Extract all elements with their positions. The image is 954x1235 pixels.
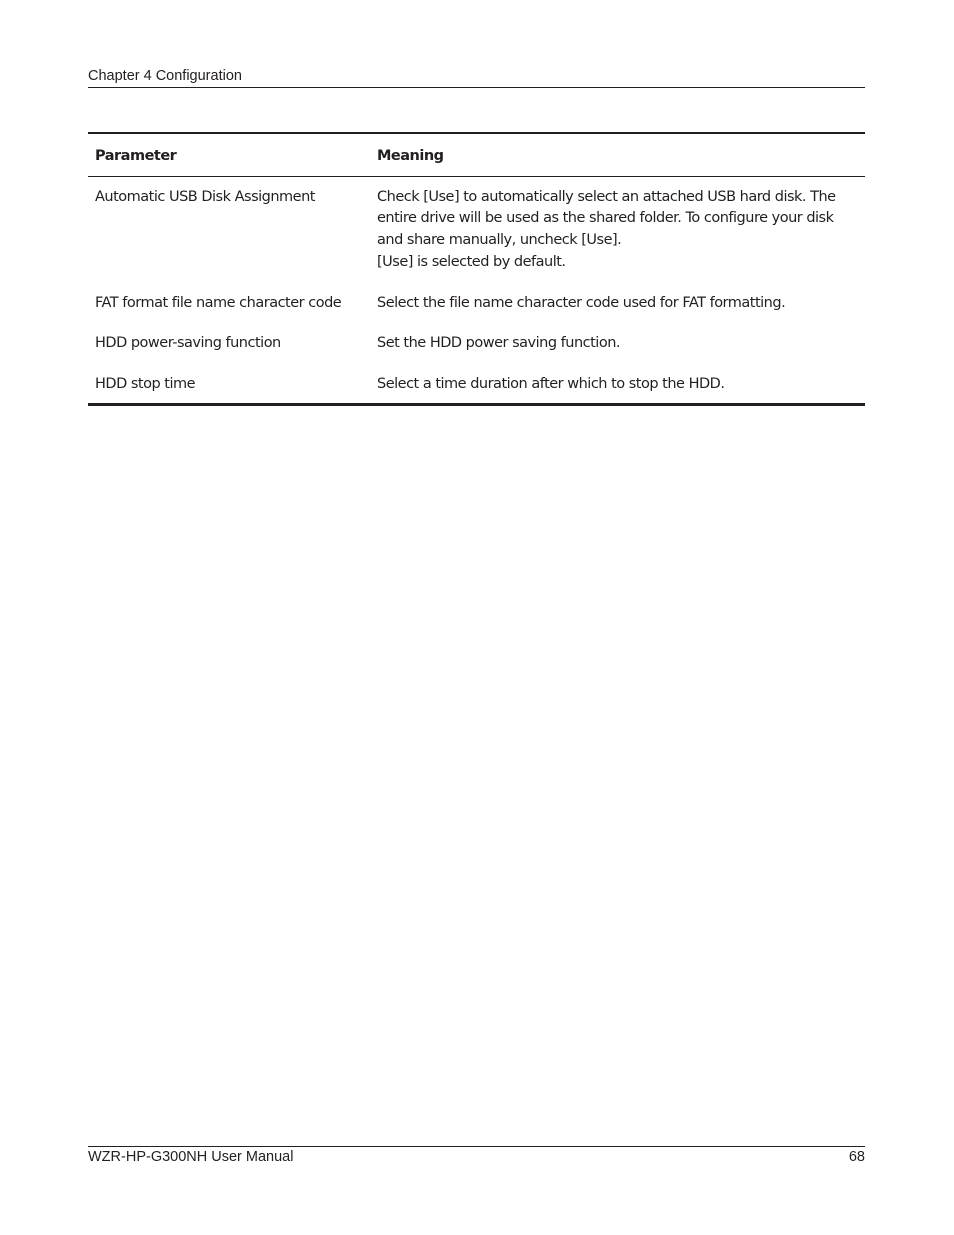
meaning-cell [370,333,865,374]
parameter-cell: FAT format file name character code [95,294,342,311]
meaning-line: entire drive will be used as the shared folder. To configure your disk [377,210,834,227]
table-row [88,293,865,334]
meaning-cell [370,176,865,292]
parameter-cell: HDD power-saving function [95,335,281,352]
parameter-table [88,132,865,406]
page-header [88,66,865,88]
parameter-cell: Automatic USB Disk Assignment [95,188,315,205]
chapter-title: Chapter 4 Configuration [88,68,242,84]
meaning-line: and share manually, uncheck [Use]. [377,232,622,249]
meaning-line: [Use] is selected by default. [377,253,566,270]
meaning-cell [370,374,865,404]
meaning-line: Set the HDD power saving function. [377,335,620,352]
parameter-cell: HDD stop time [95,375,196,392]
meaning-line: Select a time duration after which to stop the HDD. [377,375,725,392]
table-row [88,374,865,404]
table-header-row [88,133,865,176]
meaning-line: Check [Use] to automatically select an attached USB hard disk. The [377,188,836,205]
manual-title: WZR-HP-G300NH User Manual [88,1149,294,1165]
page-number: 68 [848,1149,865,1165]
table-row [88,333,865,374]
column-header-parameter: Parameter [88,133,370,176]
meaning-cell [370,293,865,334]
meaning-line: Select the file name character code used for FAT formatting. [377,294,786,311]
column-header-meaning: Meaning [370,133,865,176]
page-footer [88,1146,865,1168]
table-row [88,176,865,292]
